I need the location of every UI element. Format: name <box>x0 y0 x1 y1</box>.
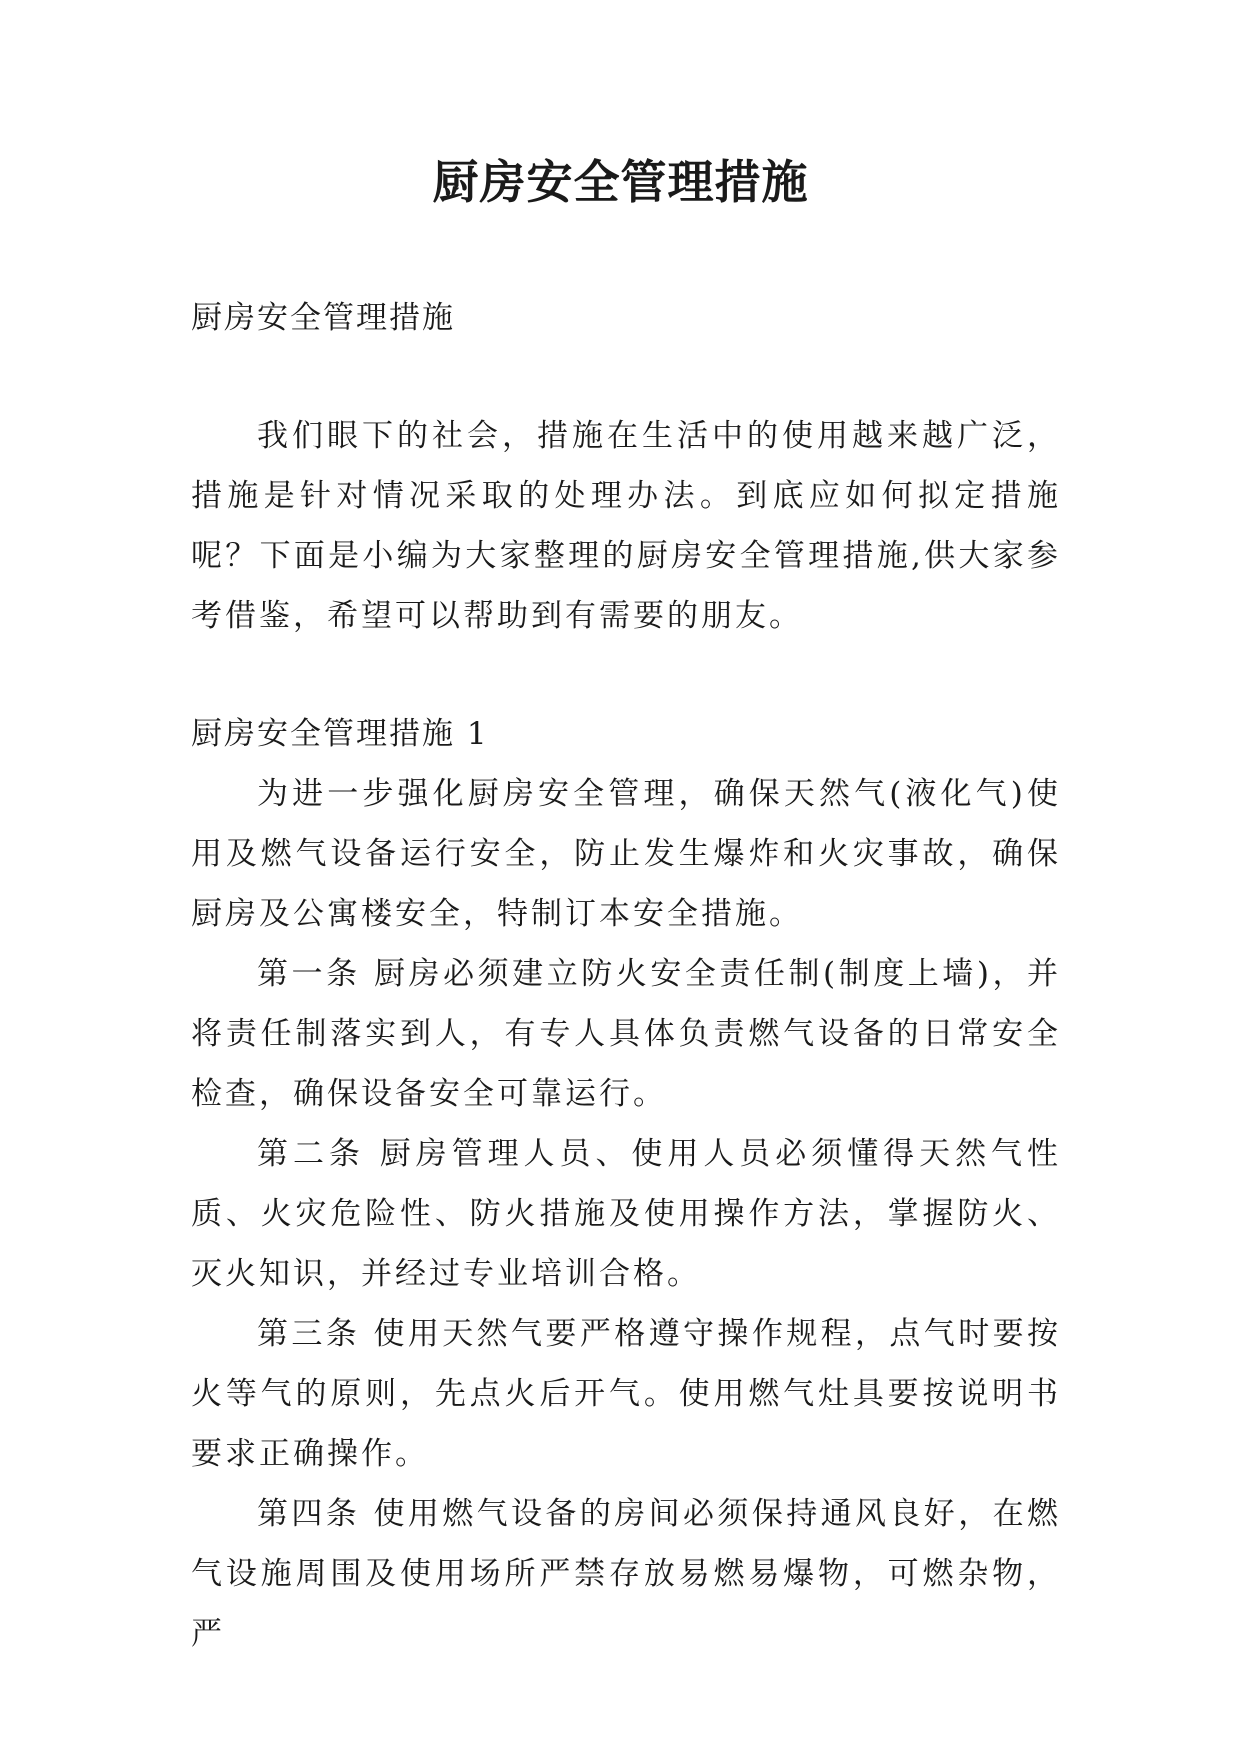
section-1 <box>191 704 1061 1664</box>
paragraph-article-3: 第三条 使用天然气要严格遵守操作规程，点气时要按火等气的原则，先点火后开气。使用燃气灶具要按说明书要求正确操作。 <box>191 1316 1061 1472</box>
intro-paragraph: 我们眼下的社会，措施在生活中的使用越来越广泛，措施是针对情况采取的处理办法。到底应如何拟定措施呢？下面是小编为大家整理的厨房安全管理措施,供大家参考借鉴，希望可以帮助到有需要的朋友。 <box>191 418 1061 634</box>
paragraph-article-1: 第一条 厨房必须建立防火安全责任制(制度上墙)，并将责任制落实到人，有专人具体负责燃气设备的日常安全检查，确保设备安全可靠运行。 <box>191 956 1061 1112</box>
document-subtitle: 厨房安全管理措施 <box>191 300 455 336</box>
paragraph-article-2: 第二条 厨房管理人员、使用人员必须懂得天然气性质、火灾危险性、防火措施及使用操作方法，掌握防火、灭火知识，并经过专业培训合格。 <box>191 1136 1061 1292</box>
intro-section <box>191 406 1061 646</box>
document-title: 厨房安全管理措施 <box>432 155 809 209</box>
section-heading: 厨房安全管理措施 1 <box>191 716 489 752</box>
paragraph-preamble: 为进一步强化厨房安全管理，确保天然气(液化气)使用及燃气设备运行安全，防止发生爆炸和火灾事故，确保厨房及公寓楼安全，特制订本安全措施。 <box>191 776 1061 932</box>
paragraph-article-4: 第四条 使用燃气设备的房间必须保持通风良好，在燃气设施周围及使用场所严禁存放易燃易爆物，可燃杂物，严 <box>191 1496 1061 1652</box>
